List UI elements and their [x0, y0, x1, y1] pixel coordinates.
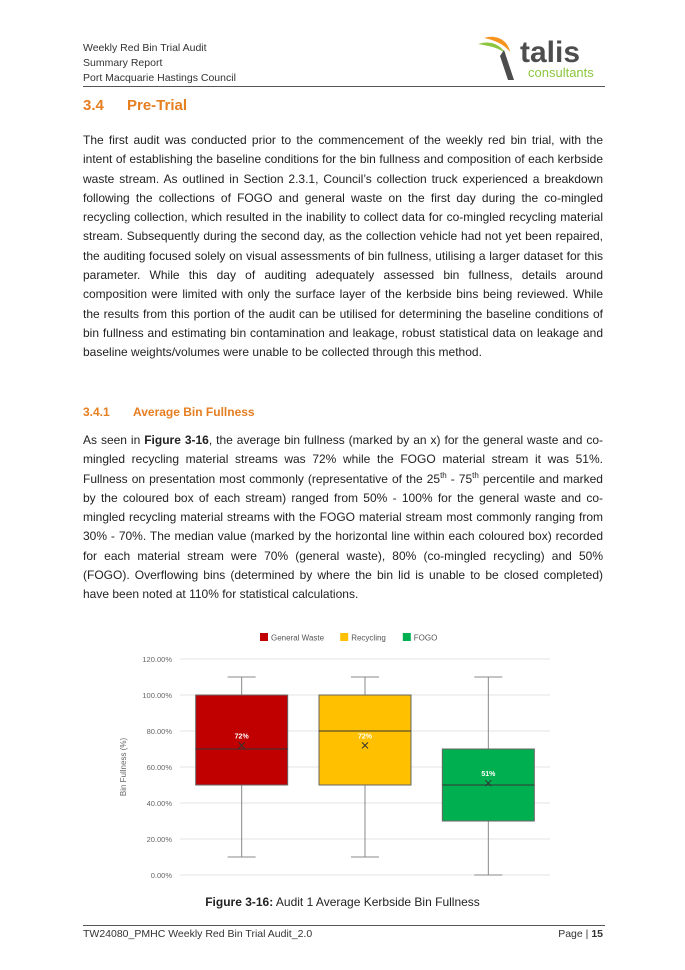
talis-logo	[470, 30, 610, 88]
superscript: th	[472, 470, 479, 480]
y-tick-label: 120.00%	[142, 655, 172, 664]
paragraph-text: The first audit was conducted prior to the commencement of the weekly red bin trial, with the intent of establishing the baseline conditions for the bin fullness and composition of each kerbside waste stream. As outlined in Section 2.3.1, Council’s collection truck experienced a breakdown following the collections of FOGO and general waste on the first day during the co-mingled recycling collection, which resulted in the inability to collect data for co-mingled recycling material stream. Subsequently during the second day, as the collection vehicle had not yet been repaired, the auditing focused solely on visual assessments of bin fullness, utilising a larger dataset for this parameter. While this day of auditing adequately assessed bin fullness, details around composition were limited with only the surface layer of the kerbside bins being reviewed. While the results from this portion of the audit can be utilised for determining the baseline conditions of bin fullness and estimating bin contamination and leakage, robust statistical data on leakage and baseline weights/volumes were unable to be collected through this method.	[83, 133, 603, 360]
text-run: percentile and marked by the coloured box of each stream) ranged from 50% - 100% for the general waste and co-mingled recycling material streams with the FOGO material stream most commonly ranging from 30% - 70%. The median value (marked by the horizontal line within each coloured box) recorded for each material stream were 70% (general waste), 80% (co-mingled recycling) and 50% (FOGO). Overflowing bins (determined by where the bin lid is unable to be closed completed) have been noted at 110% for statistical calculations.	[83, 471, 603, 602]
footer-page	[558, 928, 603, 940]
caption-label: Figure 3-16:	[205, 895, 274, 909]
y-tick-label: 60.00%	[146, 763, 172, 772]
data-label: 51%	[481, 771, 496, 779]
data-label: 72%	[234, 733, 249, 741]
legend-label: FOGO	[413, 633, 438, 643]
legend-label: General Waste	[271, 633, 325, 643]
section-number: 3.4	[83, 97, 104, 114]
header-divider	[83, 86, 605, 87]
header-line-2: Summary Report	[83, 57, 163, 69]
subsection-title: Average Bin Fullness	[133, 405, 255, 419]
caption-text: Audit 1 Average Kerbside Bin Fullness	[273, 895, 480, 909]
y-tick-label: 40.00%	[146, 799, 172, 808]
header-line-3: Port Macquarie Hastings Council	[83, 72, 236, 84]
header-line-1: Weekly Red Bin Trial Audit	[83, 42, 207, 54]
legend-swatch	[340, 633, 348, 641]
logo-subtitle: consultants	[528, 65, 594, 80]
bin-fullness-chart	[100, 625, 600, 890]
text-run: - 75	[446, 471, 473, 486]
figure-caption	[0, 895, 685, 909]
text-run: As seen in	[83, 433, 145, 447]
superscript: th	[440, 470, 447, 480]
figure-reference: Figure 3-16	[144, 433, 209, 447]
running-header	[83, 41, 236, 86]
y-tick-label: 100.00%	[142, 691, 172, 700]
data-label: 72%	[357, 733, 373, 741]
text-run: , the average bin fullness (marked by an x) for the general waste and co-mingled recycling material streams was 72% while the FOGO material stream it was 51%. Fullness on presentation most commonly (representative of the 25	[83, 433, 603, 486]
subsection-number: 3.4.1	[83, 405, 110, 419]
section-title: Pre-Trial	[127, 97, 188, 114]
section-heading	[83, 97, 187, 114]
y-tick-label: 0.00%	[150, 871, 172, 880]
subsection-heading	[83, 405, 255, 419]
legend-swatch	[403, 633, 411, 641]
y-tick-label: 80.00%	[146, 727, 172, 736]
body-paragraph-2	[83, 431, 603, 605]
legend-label: Recycling	[351, 633, 386, 643]
box-plot-svg	[100, 625, 600, 890]
y-tick-label: 20.00%	[146, 835, 172, 844]
footer-document-id: TW24080_PMHC Weekly Red Bin Trial Audit_2.0	[83, 928, 313, 940]
body-paragraph-1	[83, 131, 603, 363]
logo-wordmark: talis	[520, 36, 581, 69]
footer-divider	[83, 925, 605, 926]
page-number: 15	[591, 928, 603, 940]
page-label: Page |	[558, 928, 592, 940]
legend-swatch	[260, 633, 268, 641]
y-axis-label: Bin Fullness (%)	[119, 737, 128, 797]
